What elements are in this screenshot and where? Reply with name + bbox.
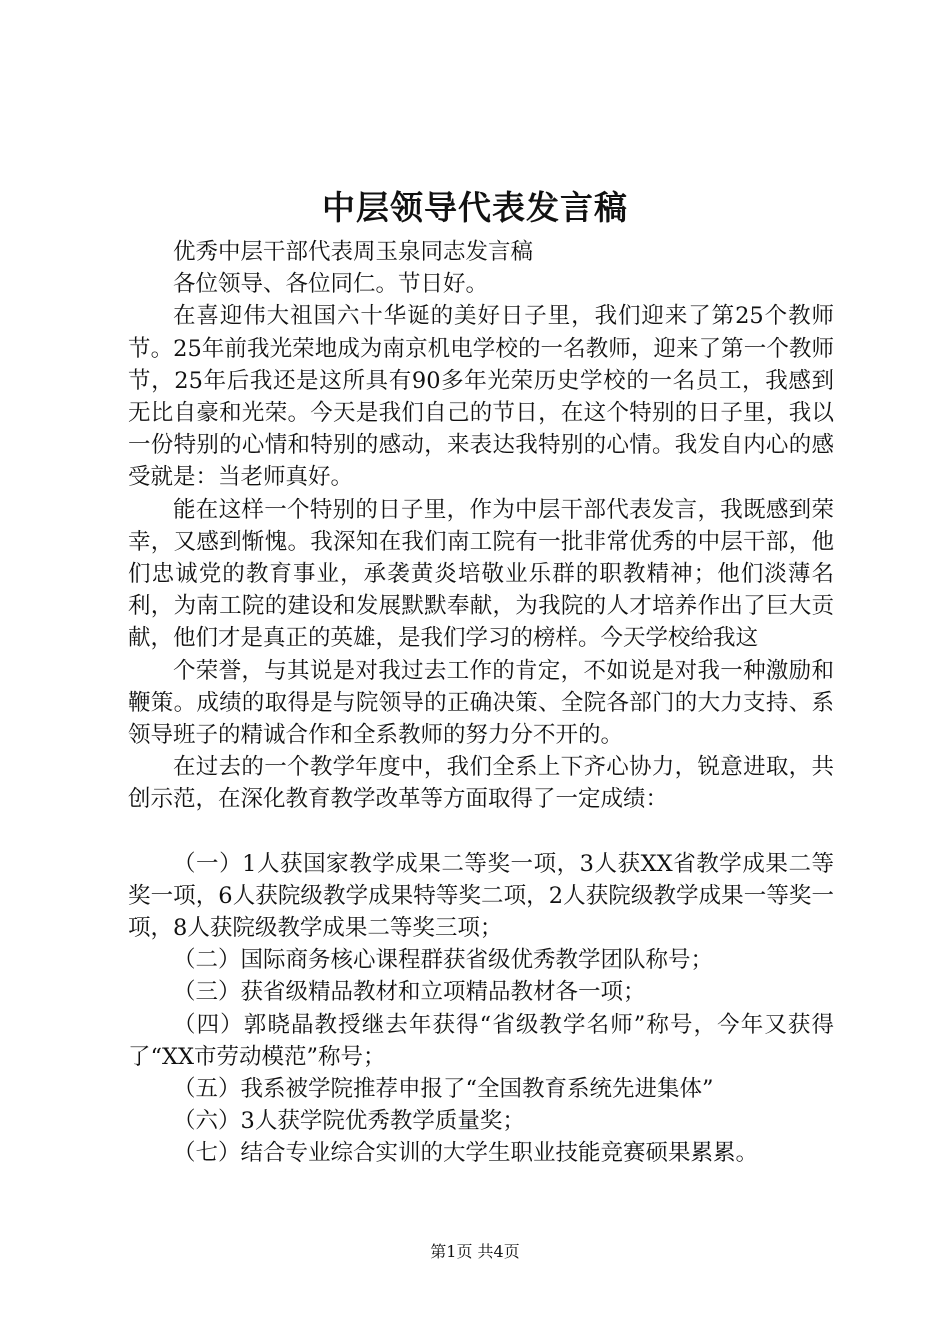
list-item: （四）郭晓晶教授继去年获得“省级教学名师”称号，今年又获得了“XX市劳动模范”称号； — [128, 1011, 834, 1070]
paragraph: 优秀中层干部代表周玉泉同志发言稿 — [173, 239, 534, 265]
page-title: 中层领导代表发言稿 — [322, 188, 628, 227]
paragraph: 个荣誉，与其说是对我过去工作的肯定，不如说是对我一种激励和鞭策。成绩的取得是与院领导的正确决策、全院各部门的大力支持、系领导班子的精诚合作和全系教师的努力分不开的。 — [128, 657, 834, 749]
page-footer: 第1页 共4页 — [430, 1242, 520, 1261]
list-item: （七）结合专业综合实训的大学生职业技能竞赛硕果累累。 — [173, 1140, 759, 1167]
list-item: （二）国际商务核心课程群获省级优秀教学团队称号； — [173, 947, 714, 974]
list-item: （五）我系被学院推荐申报了“全国教育系统先进集体” — [173, 1076, 714, 1103]
paragraph: 在喜迎伟大祖国六十华诞的美好日子里，我们迎来了第25个教师节。25年前我光荣地成为南京机电学校的一名教师，迎来了第一个教师节，25年后我还是这所具有90多年光荣历史学校的一名员工，我感到无比自豪和光荣。今天是我们自己的节日，在这个特别的日子里，我以一份特别的心情和特别的感动，来表达我特别的心情。我发自内心的感受就是：当老师真好。 — [128, 303, 834, 491]
paragraph-gap — [128, 816, 834, 848]
paragraph: 能在这样一个特别的日子里，作为中层干部代表发言，我既感到荣幸，又感到惭愧。我深知在我们南工院有一批非常优秀的中层干部，他们忠诚党的教育事业，承袭黄炎培敬业乐群的职教精神；他们淡薄名利，为南工院的建设和发展默默奉献，为我院的人才培养作出了巨大贡献，他们才是真正的英雄，是我们学习的榜样。今天学校给我这 — [128, 496, 834, 652]
paragraph: 在过去的一个教学年度中，我们全系上下齐心协力，锐意进取，共创示范，在深化教育教学改革等方面取得了一定成绩： — [128, 754, 834, 813]
list-item: （六）3人获学院优秀教学质量奖； — [173, 1108, 525, 1135]
list-item: （三）获省级精品教材和立项精品教材各一项； — [173, 979, 646, 1006]
document-body — [128, 236, 834, 1170]
paragraph: 各位领导、各位同仁。节日好。 — [173, 271, 489, 298]
list-item: （一）1人获国家教学成果二等奖一项，3人获XX省教学成果二等奖一项，6人获院级教学成果特等奖二项，2人获院级教学成果一等奖一项，8人获院级教学成果二等奖三项； — [128, 850, 834, 942]
